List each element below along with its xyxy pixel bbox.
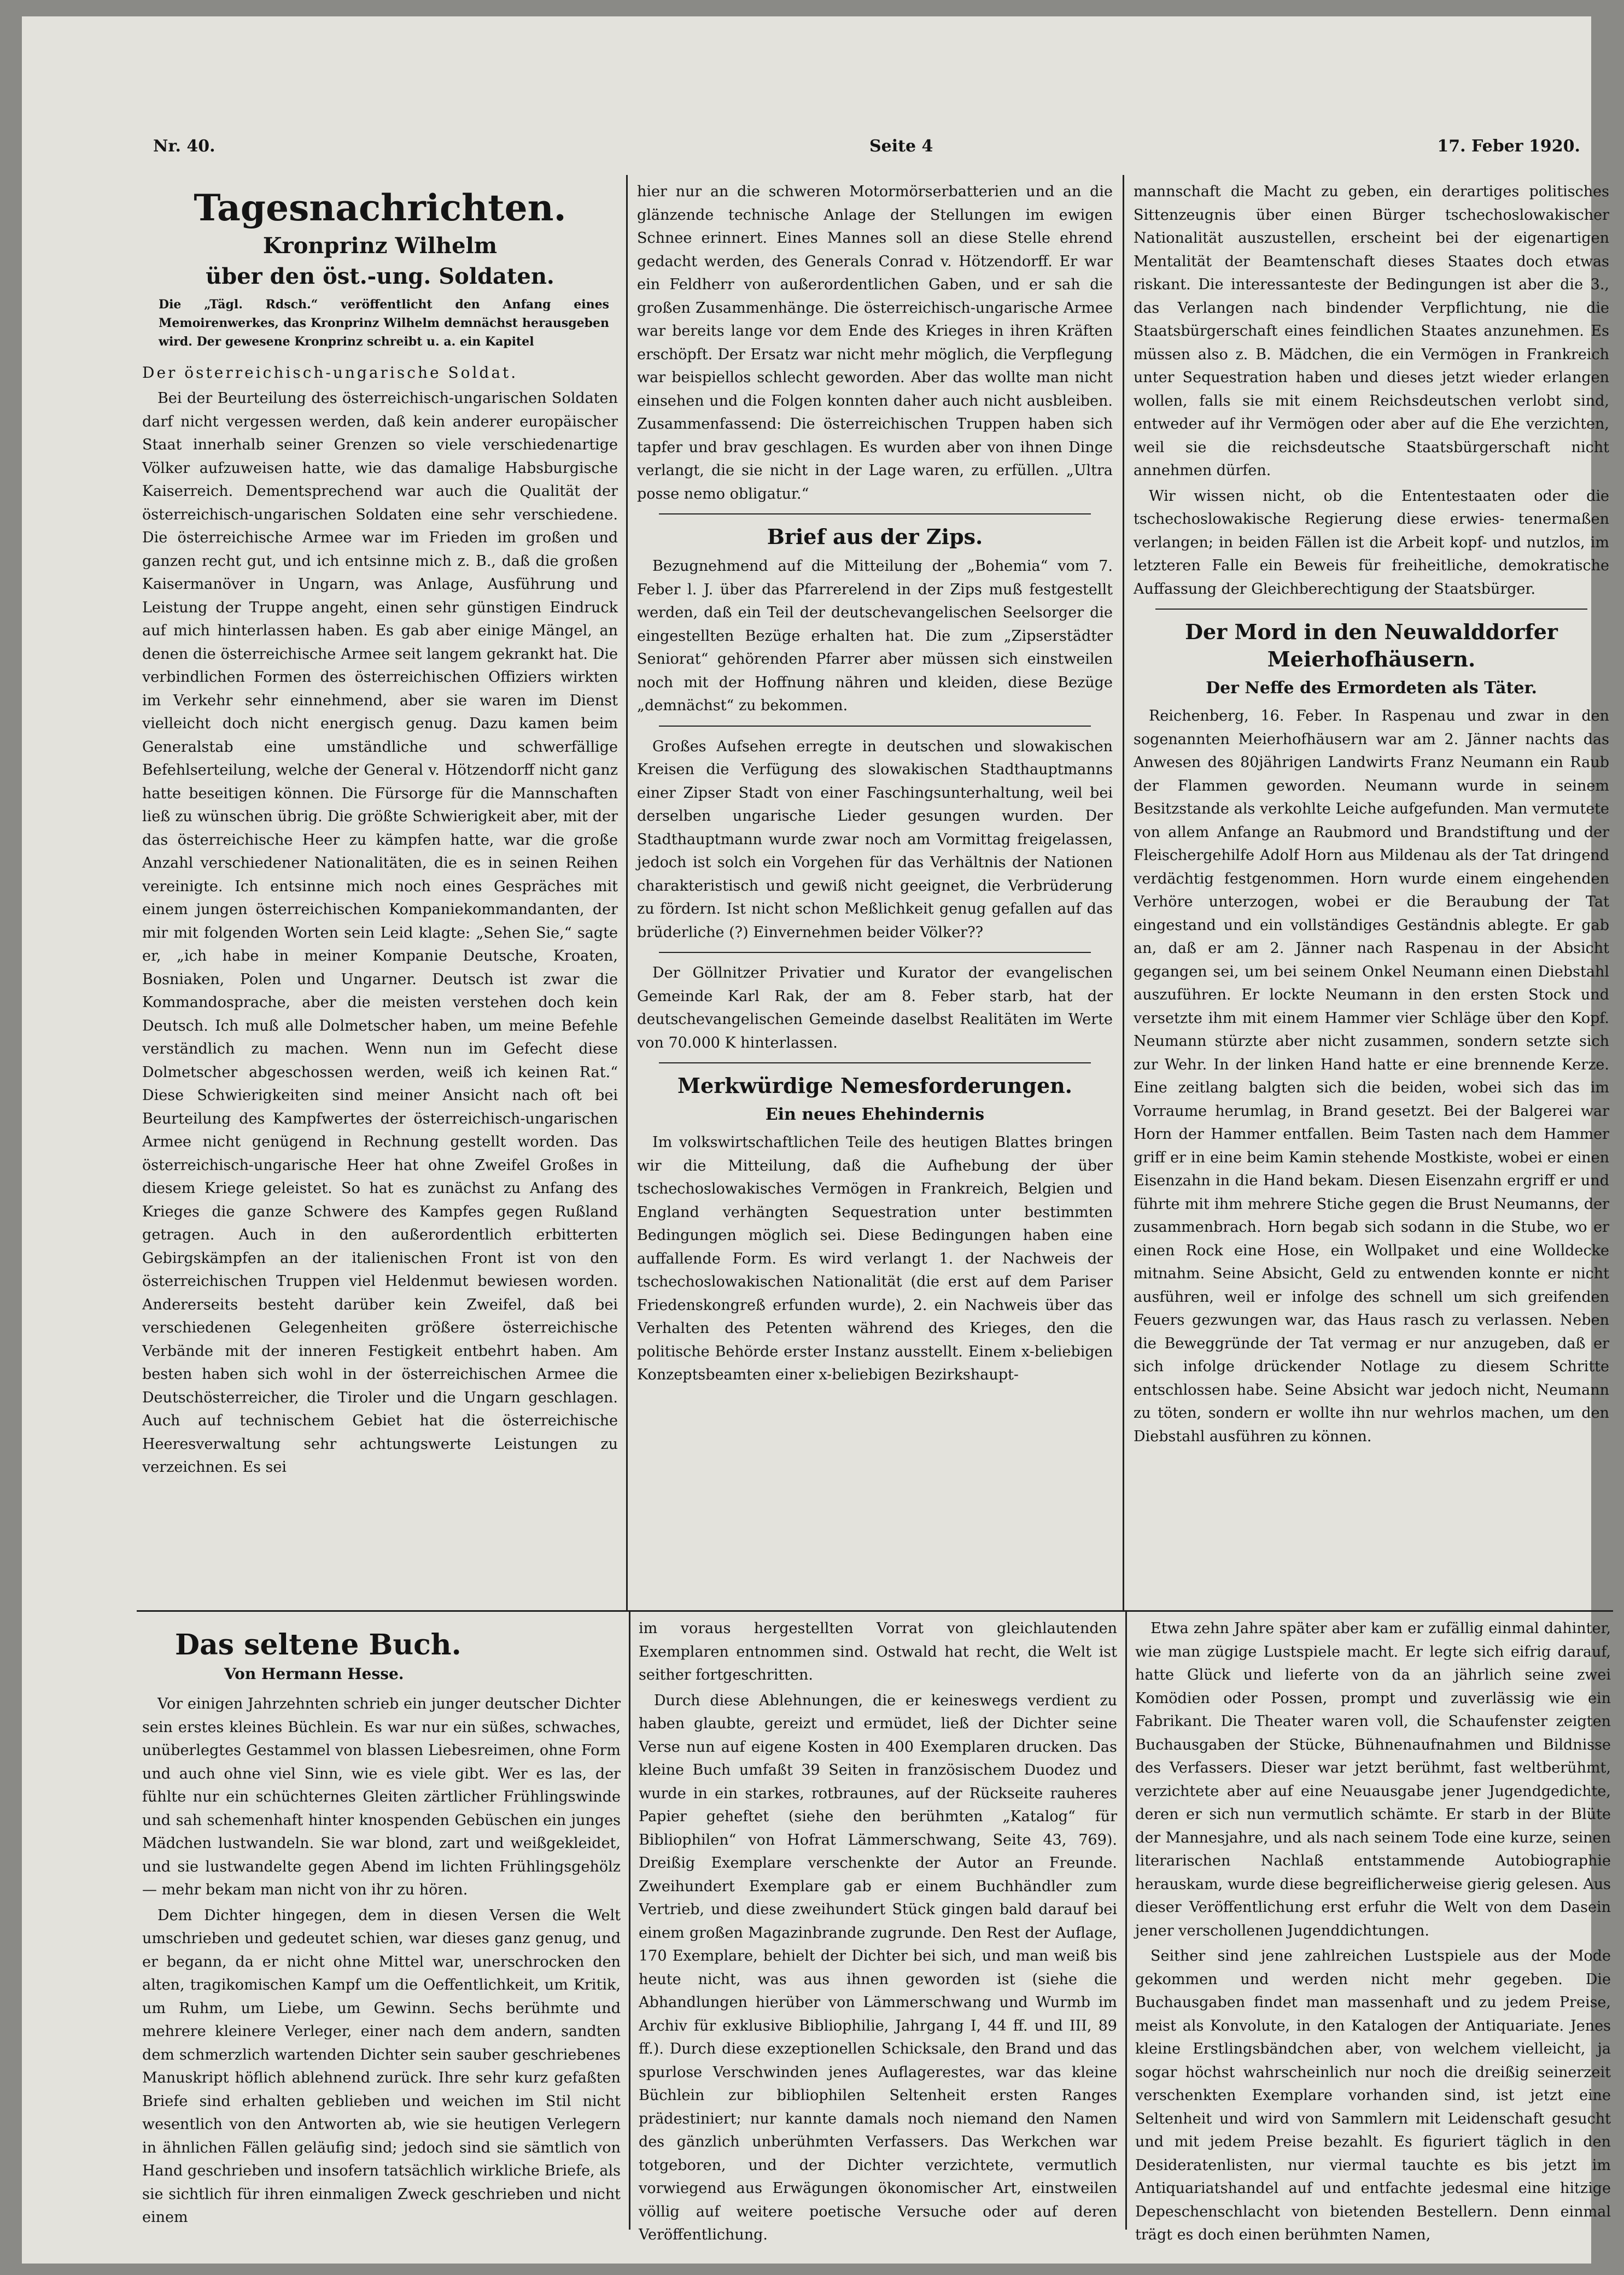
article-continuation: hier nur an die schweren Motormörserbatterien und an die glänzende technische Anlage der Stellungen im ewigen Schnee erinnert. Eines Mannes soll an diese Stelle ehrend gedacht werden, des Generals Conrad v. Hötzendorff. Er war ein Feldherr von außerordentlichen Gaben, und er sah die großen Zusammenhänge. Die österreichisch-ungarische Armee war bereits lange vor dem Ende des Krieges in ihren Kräften erschöpft. Der Ersatz war nicht mehr möglich, die Verpflegung war beispiellos schlecht geworden. Aber das wollte man nicht einsehen und die Folgen konnten daher auch nicht ausbleiben. Zusammenfassend: Die österreichischen Truppen haben sich tapfer und brav geschlagen. Es wurden aber von ihnen Dinge verlangt, die sie nicht in der Lage waren, zu erfüllen. „Ultra posse nemo obligatur.“ <box>637 183 1113 502</box>
zips-paragraph: Bezugnehmend auf die Mitteilung der „Bohemia“ vom 7. Feber l. J. über das Pfarrerelend in der Zips muß festgestellt werden, daß ein Teil der deutschevangelischen Seelsorger die eingestellten Bezüge erhalten hat. Die zum „Zipserstädter Seniorat“ gehörenden Pfarrer aber müssen sich einstweilen noch mit der Hoffnung nähren und kleiden, diese Bezüge „demnächst“ zu bekommen. <box>637 558 1113 714</box>
newspaper-page <box>137 98 1624 2243</box>
feuilleton-paragraph: Durch diese Ablehnungen, die er keineswegs verdient zu haben glaubte, gereizt und ermüdet, ließ der Dichter seine Verse nun auf eigene Kosten in 400 Exemplaren drucken. Das kleine Buch umfaßt 39 Seiten in französischem Duodez und wurde in ein starkes, rotbraunes, auf der Rückseite rauheres Papier geheftet (siehe den berühmten „Katalog“ für Bibliophilen“ von Hofrat Lämmerschwang, Seite 43, 769). Dreißig Exemplare verschenkte der Autor an Freunde. Zweihundert Exemplare gab er einem Buchhändler zum Vertrieb, und diese zweihundert Stück gingen bald darauf bei einem großen Magazinbrande zugrunde. Den Rest der Auflage, 170 Exemplare, behielt der Dichter bei sich, und man weiß bis heute nicht, was aus ihnen geworden ist (siehe die Abhandlungen hierüber von Lämmerschwang und Wurmb im Archiv für exklusive Bibliophilie, Jahrgang I, 44 ff. und III, 89 ff.). Durch diese exzeptionellen Schicksale, den Brand und das spurlose Verschwinden jenes Auflagerestes, war das kleine Büchlein zur bibliophilen Seltenheit ersten Ranges prädestiniert; nur kannte damals noch niemand den Namen des gänzlich unberühmten Verfassers. Das Werkchen war totgeboren, und der Dichter verzichtete, vermutlich vorwiegend aus Erwägungen ökonomischer Art, einstweilen völlig auf weitere poetische Versuche oder auf deren Veröffentlichung. <box>639 1692 1117 2243</box>
mord-subtitle: Der Neffe des Ermordeten als Täter. <box>1206 679 1537 698</box>
feuilleton-column-3 <box>1135 1617 1611 2243</box>
article-continuation: mannschaft die Macht zu geben, ein derartiges politisches Sittenzeugnis über einen Bürger tschechoslowakischer Nationalität auszustellen, erscheint bei der eigenartigen Mentalität der Beamtenschaft dieses Staates doch etwas riskant. Die interessanteste der Bedingungen ist aber die 3., das Verlangen nach bindender Verpflichtung, nie die Staatsbürgerschaft eines feindlichen Staates anzunehmen. Es müssen also z. B. Mädchen, die ein Vermögen in Frankreich unter Sequestration haben und dieses jetzt wieder erlangen wollen, falls sie mit einem Reichsdeutschen verlobt sind, entweder auf ihr Vermögen oder aber auf die Ehe verzichten, weil sie die reichsdeutsche Staatsbürgerschaft nicht annehmen dürfen. <box>1134 183 1609 479</box>
merk-title: Merkwürdige Nemesforderungen. <box>677 1073 1072 1098</box>
divider <box>659 513 1091 514</box>
section-title: Tagesnachrichten. <box>194 186 566 229</box>
merk-paragraph: Im volkswirtschaftlichen Teile des heutigen Blattes bringen wir die Mitteilung, daß die Aufhebung der über tschechoslowakisches Vermögen in Frankreich, Belgien und England verhängten Sequestration unter bestimmten Bedingungen möglich sei. Diese Bedingungen haben eine auffallende Form. Es wird verlangt 1. der Nachweis der tschechoslowakischen Nationalität (die erst auf dem Pariser Friedenskongreß erfunden wurde), 2. ein Nachweis über das Verhalten des Petenten während des Krieges, den die politische Behörde erster Instanz ausstellt. Einem x-beliebigen Konzeptsbeamten einer x-beliebigen Bezirkshaupt- <box>637 1134 1113 1383</box>
newspaper-sheet <box>22 16 1611 2264</box>
article-intro: Die „Tägl. Rdsch.“ veröffentlicht den Anfang eines Memoirenwerkes, das Kronprinz Wilhelm demnächst herausgeben wird. Der gewesene Kronprinz schreibt u. a. ein Kapitel <box>159 297 609 349</box>
zips-title: Brief aus der Zips. <box>767 524 983 549</box>
feuilleton-rule <box>137 1610 1613 1612</box>
feuilleton-paragraph: Vor einigen Jahrzehnten schrieb ein junger deutscher Dichter sein erstes kleines Büchlein. Es war nur ein süßes, schwaches, unüberlegtes Gestammel von blassen Liebesreimen, ohne Form und auch ohne viel Sinn, wie es viele gibt. Wer es las, der fühlte nur ein schüchternes Gleiten zärtlicher Frühlingswinde und sah schemenhaft hinter knospenden Gebüschen ein junges Mädchen lustwandeln. Sie war blond, zart und weißgekleidet, und sie lustwandelte gegen Abend im lichten Frühlingsgehölz — mehr bekam man nicht von ihr zu hören. <box>142 1695 621 1898</box>
news-column-2 <box>637 180 1113 1607</box>
news-column-1 <box>142 180 618 1607</box>
divider <box>659 1062 1091 1063</box>
divider <box>1155 609 1587 610</box>
mord-title: Der Mord in den Neuwalddorfer Meierhofhäusern. <box>1185 619 1558 671</box>
chapter-heading: Der österreichisch-ungarische Soldat. <box>142 364 518 382</box>
news-column-3 <box>1134 180 1609 1607</box>
feuilleton-rule-2 <box>1125 1612 1127 2230</box>
divider <box>659 726 1091 727</box>
feuilleton-paragraph: Seither sind jene zahlreichen Lustspiele aus der Mode gekommen und werden nicht mehr gegeben. Die Buchausgaben findet man massenhaft und zu jedem Preise, meist als Konvolute, in den Katalogen der Antiquariate. Jenes kleine Erstlingsbändchen aber, von welchem vielleicht, ja sogar höchst wahrscheinlich nur noch die dreißig seinerzeit verschenkten Exemplare vorhanden sind, ist jetzt eine Seltenheit und wird von Sammlern mit Leidenschaft gesucht und mit jedem Preise bezahlt. Es figuriert täglich in den Desideratenlisten, nur viermal tauchte es bis jetzt im Antiquariatshandel auf und entfachte jedesmal eine hitzige Depeschenschlacht von bietenden Bestellern. Denn einmal trägt es doch einen berühmten Namen, <box>1135 1948 1611 2243</box>
issue-date: 17. Feber 1920. <box>1437 137 1580 156</box>
article-paragraph: Wir wissen nicht, ob die Ententestaaten oder die tschechoslowakische Regierung diese erwies- tenermaßen verlangen; in beiden Fällen ist die Arbeit kopf- und nutzlos, im letzteren Falle ein Beweis für freiheitliche, demokratische Auffassung der Gleichberechtigung der Staatsbürger. <box>1134 487 1609 598</box>
zips-paragraph: Großes Aufsehen erregte in deutschen und slowakischen Kreisen die Verfügung des slowakischen Stadthauptmanns einer Zipser Stadt von einer Faschingsunterhaltung, weil bei derselben ungarische Lieder gesungen wurden. Der Stadthauptmann wurde zwar noch am Vormittag freigelassen, jedoch ist solch ein Vorgehen für das Verhältnis der Nationen charakteristisch und gewiß nicht geeignet, die Verbrüderung zu fördern. Ist nicht schon Meßlichkeit genug gefallen auf das brüderliche (?) Einvernehmen beider Völker?? <box>637 738 1113 941</box>
feuilleton-paragraph: Dem Dichter hingegen, dem in diesen Versen die Welt umschrieben und gedeutet schien, war dieses ganz genug, und er begann, da er nicht ohne Mittel war, unerschrocken den alten, tragikomischen Kampf um die Oeffentlichkeit, um Kritik, um Ruhm, um Liebe, um Gewinn. Sechs berühmte und mehrere kleinere Verleger, einer nach dem andern, sandten dem schmerzlich wartenden Dichter sein sauber geschriebenes Manuskript höflich ablehnend zurück. Ihre sehr kurz gefaßten Briefe sind erhalten geblieben und weichen im Stil nicht wesentlich von den Antworten ab, wie sie heutigen Verlegern in ähnlichen Fällen geläufig sind; jedoch sind sie sämtlich von Hand geschrieben und insofern tatsächlich wirkliche Briefe, als sie sichtlich für ihren einmaligen Zweck geschrieben und nicht einem <box>142 1906 621 2226</box>
column-rule-1 <box>626 175 628 1610</box>
feuilleton-column-2 <box>639 1617 1117 2243</box>
zips-paragraph: Der Göllnitzer Privatier und Kurator der evangelischen Gemeinde Karl Rak, der am 8. Feber starb, hat der deutschevangelischen Gemeinde daselbst Realitäten im Werte von 70.000 K hinterlassen. <box>637 964 1113 1051</box>
feuilleton-rule-1 <box>629 1612 630 2230</box>
page-header <box>137 137 1580 169</box>
issue-number: Nr. 40. <box>153 137 215 156</box>
column-rule-2 <box>1123 175 1124 1610</box>
article-paragraph: Bei der Beurteilung des österreichisch-ungarischen Soldaten darf nicht vergessen werden, daß kein anderer europäischer Staat innerhalb seiner Grenzen so viele verschiedenartige Völker aufzuweisen hatte, wie das damalige Habsburgische Kaiserreich. Dementsprechend war auch die Qualität der österreichisch-ungarischen Soldaten eine sehr verschiedene. Die österreichische Armee war im Frieden im großen und ganzen recht gut, und ich entsinne mich z. B., daß die großen Kaisermanöver in Ungarn, was Anlage, Ausführung und Leistung der Truppe angeht, einen sehr günstigen Eindruck auf mich hinterlassen haben. Es gab aber einige Mängel, an denen die österreichische Armee seit langem gekrankt hat. Die verbindlichen Formen des österreichischen Offiziers wirkten im Verkehr sehr einnehmend, aber sie waren im Dienst vielleicht doch nicht energisch genug. Dazu kamen beim Generalstab eine umständliche und schwerfällige Befehlserteilung, welche der General v. Hötzendorff nicht ganz hatte beseitigen können. Die Fürsorge für die Mannschaften ließ zu wünschen übrig. Die größte Schwierigkeit aber, mit der das österreichische Heer zu kämpfen hatte, war die große Anzahl verschiedener Nationalitäten, die es in seinen Reihen vereinigte. Ich entsinne mich noch eines Gespräches mit einem jungen österreichischen Kompaniekommandanten, der mir mit folgenden Worten sein Leid klagte: „Sehen Sie,“ sagte er, „ich habe in meiner Kompanie Deutsche, Kroaten, Bosniaken, Polen und Ungarner. Deutsch ist zwar die Kommandosprache, aber die meisten verstehen doch kein Deutsch. Ich muß alle Dolmetscher haben, um meine Befehle verständlich zu machen. Wenn nun im Gefecht diese Dolmetscher abgeschossen werden, weiß ich keinen Rat.“ Diese Schwierigkeiten sind meiner Ansicht nach oft bei Beurteilung des Kampfwertes der österreichisch-ungarischen Armee nicht genügend in Rechnung gestellt worden. Das österreichisch-ungarische Heer hat ohne Zweifel Großes in diesem Kriege geleistet. So hat es zunächst zu Anfang des Krieges die ganze Schwere des Kampfes gegen Rußland getragen. Auch in den außerordentlich erbitterten Gebirgskämpfen an der italienischen Front ist von den österreichischen Truppen viel Heldenmut bewiesen worden. Andererseits besteht darüber kein Zweifel, daß bei verschiedenen Gelegenheiten größere österreichische Verbände mit der inneren Festigkeit entbehrt haben. Am besten haben sich wohl in der österreichischen Armee die Deutschösterreicher, die Tiroler und die Ungarn geschlagen. Auch auf technischem Gebiet hat die österreichische Heeresverwaltung sehr achtungswerte Leistungen zu verzeichnen. Es sei <box>142 390 618 1476</box>
article-title: Kronprinz Wilhelm <box>262 233 498 259</box>
article-subtitle: über den öst.-ung. Soldaten. <box>206 264 554 289</box>
feuilleton-paragraph: Etwa zehn Jahre später aber kam er zufällig einmal dahinter, wie man zügige Lustspiele macht. Er legte sich eifrig darauf, hatte Glück und lieferte von da an jährlich seine zwei Komödien oder Possen, prompt und zuverlässig wie ein Fabrikant. Die Theater waren voll, die Schaufenster zeigten Buchausgaben der Stücke, Bühnenaufnahmen und Bildnisse des Verfassers. Dieser war jetzt berühmt, fast weltberühmt, verzichtete aber auf eine Neuausgabe jener Jugendgedichte, deren er sich nun vermutlich schämte. Er starb in der Blüte der Mannesjahre, und als nach seinem Tode eine kurze, seinen literarischen Nachlaß entstammende Autobiographie herauskam, wurde diese begreiflicherweise gierig gelesen. Aus dieser Veröffentlichung erst erfuhr die Welt von dem Dasein jener verschollenen Jugenddichtungen. <box>1135 1620 1611 1939</box>
mord-paragraph: Reichenberg, 16. Feber. In Raspenau und zwar in den sogenannten Meierhofhäusern war am 2. Jänner nachts das Anwesen des 80jährigen Landwirts Franz Neumann ein Raub der Flammen geworden. Neumann wurde in seinem Besitzstande als verkohlte Leiche aufgefunden. Man vermutete von allem Anfange an Raubmord und Brandstiftung und der Fleischergehilfe Adolf Horn aus Mildenau als der Tat dringend verdächtig festgenommen. Horn wurde einem eingehenden Verhöre unterzogen, wobei er die Beraubung der Tat eingestand und ein vollständiges Geständnis ablegte. Er gab an, daß er am 2. Jänner nach Raspenau in der Absicht gegangen sei, um bei seinem Onkel Neumann einen Diebstahl auszuführen. Er lockte Neumann in den ersten Stock und versetzte ihm mit einem Hammer vier Schläge über den Kopf. Neumann stürzte aber nicht zusammen, sondern setzte sich zur Wehr. In der linken Hand hatte er eine brennende Kerze. Eine zeitlang balgten sich die beiden, wobei sich das im Vorraume herumlag, in Brand gesetzt. Bei der Balgerei war Horn der Hammer entfallen. Beim Tasten nach dem Hammer griff er in eine beim Kamin stehende Mostkiste, wobei er einen Eisenzahn in die Hand bekam. Diesen Eisenzahn ergriff er und führte mit ihm mehrere Stiche gegen die Brust Neumanns, der zusammenbrach. Horn begab sich sodann in die Stube, wo er einen Rock eine Hose, ein Wollpaket und eine Wolldecke mitnahm. Seine Absicht, Geld zu entwenden konnte er nicht ausführen, weil er infolge des schnell um sich greifenden Feuers gezwungen war, das Haus rasch zu verlassen. Neben die Beweggründe der Tat vermag er nur anzugeben, daß er sich infolge drückender Notlage zu diesem Schritte entschlossen habe. Seine Absicht war jedoch nicht, Neumann zu töten, sondern er wollte ihn nur wehrlos machen, um den Diebstahl ausführen zu können. <box>1134 707 1609 1445</box>
merk-subtitle: Ein neues Ehehindernis <box>765 1105 985 1124</box>
feuilleton-byline: Von Hermann Hesse. <box>224 1665 404 1683</box>
feuilleton-title: Das seltene Buch. <box>175 1628 462 1662</box>
page-number: Seite 4 <box>869 137 933 156</box>
feuilleton-column-1 <box>142 1617 621 2230</box>
divider <box>659 952 1091 953</box>
feuilleton-paragraph: im voraus hergestellten Vorrat von gleichlautenden Exemplaren entnommen sind. Ostwald hat recht, die Welt ist seither fortgeschritten. <box>639 1620 1117 1683</box>
